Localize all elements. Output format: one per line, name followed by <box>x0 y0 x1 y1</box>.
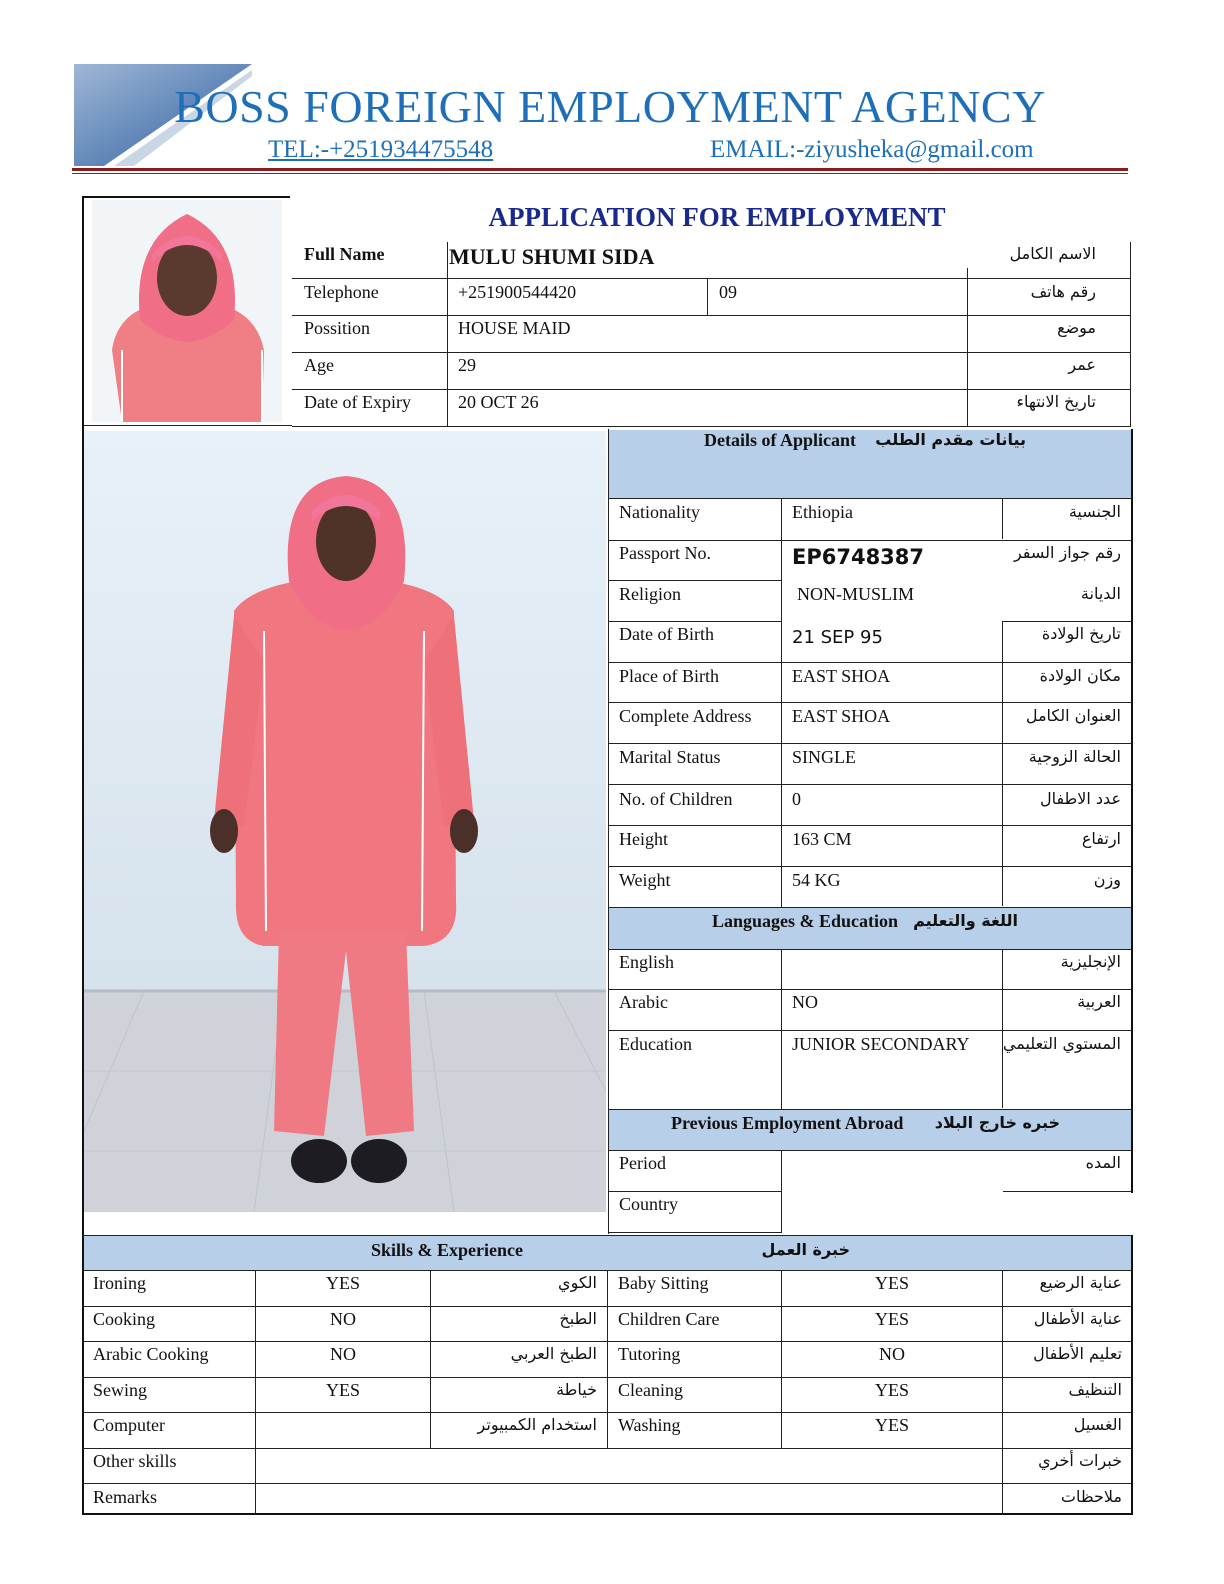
education-label-ar: المستوي التعليمي <box>1002 1034 1121 1053</box>
skill-washing-label: Washing <box>618 1415 681 1435</box>
position-label: Possition <box>304 318 371 338</box>
english-label: English <box>619 952 675 972</box>
nationality-value: Ethiopia <box>792 502 853 522</box>
grid-line <box>82 1448 1133 1449</box>
previous-heading: Previous Employment Abroad <box>671 1113 904 1133</box>
height-value: 163 CM <box>792 829 852 849</box>
skill-tutoring-label: Tutoring <box>618 1344 681 1364</box>
skill-baby-sitting-label: Baby Sitting <box>618 1273 709 1293</box>
full-name-label: Full Name <box>304 244 385 264</box>
period-label: Period <box>619 1153 666 1173</box>
header-divider-thin <box>72 173 1128 174</box>
skill-computer-label: Computer <box>93 1415 165 1435</box>
weight-label-ar: وزن <box>1093 870 1121 889</box>
education-value: JUNIOR SECONDARY <box>792 1034 970 1054</box>
skill-ironing-value: YES <box>325 1273 360 1293</box>
arabic-label: Arabic <box>619 992 668 1012</box>
grid-line <box>608 580 782 581</box>
skills-heading-ar: خبرة العمل <box>761 1240 850 1259</box>
weight-label: Weight <box>619 870 671 890</box>
grid-line <box>1002 950 1003 1108</box>
country-label: Country <box>619 1194 679 1214</box>
grid-line <box>1002 621 1132 622</box>
grid-line <box>1130 242 1131 427</box>
skill-children-care-value: YES <box>874 1309 909 1329</box>
grid-line <box>292 352 1131 353</box>
skill-arabic-cooking-label: Arabic Cooking <box>93 1344 209 1364</box>
skill-children-care-label: Children Care <box>618 1309 720 1329</box>
details-heading-ar: بيانات مقدم الطلب <box>875 430 1026 449</box>
skill-sewing-value: YES <box>325 1380 360 1400</box>
grid-line <box>608 1030 1132 1031</box>
languages-heading-ar: اللغة والتعليم <box>913 911 1018 930</box>
skill-cleaning-ar: التنظيف <box>1068 1380 1122 1399</box>
period-label-ar: المده <box>1085 1153 1121 1172</box>
full-name-value: MULU SHUMI SIDA <box>449 244 655 269</box>
marital-label: Marital Status <box>619 747 721 767</box>
birthplace-label: Place of Birth <box>619 666 719 686</box>
applicant-full-body-photo <box>84 431 606 1212</box>
grid-line <box>608 498 1132 499</box>
skill-arabic-cooking-value: NO <box>330 1344 356 1364</box>
height-label-ar: ارتفاع <box>1081 829 1121 848</box>
grid-line <box>608 784 1132 785</box>
form-title: APPLICATION FOR EMPLOYMENT <box>488 202 946 232</box>
grid-line <box>608 866 1132 867</box>
grid-line <box>608 662 1132 663</box>
birthplace-value: EAST SHOA <box>792 666 891 686</box>
education-label: Education <box>619 1034 692 1054</box>
agency-telephone-link[interactable]: TEL:-+251934475548 <box>268 136 494 163</box>
expiry-label-ar: تاريخ الانتهاء <box>1016 392 1096 411</box>
agency-name: BOSS FOREIGN EMPLOYMENT AGENCY <box>174 81 1046 132</box>
grid-line <box>607 1270 608 1448</box>
address-value: EAST SHOA <box>792 706 891 726</box>
grid-line <box>1002 621 1003 906</box>
header-divider <box>72 168 1128 171</box>
remarks-ar: ملاحظات <box>1060 1487 1122 1506</box>
grid-line <box>608 1191 782 1192</box>
border <box>84 425 292 426</box>
grid-line <box>292 389 1131 390</box>
skill-washing-ar: الغسيل <box>1073 1415 1122 1434</box>
children-label: No. of Children <box>619 789 733 809</box>
position-label-ar: موضع <box>1057 318 1096 337</box>
telephone-value: +251900544420 <box>458 282 577 302</box>
passport-label-ar: رقم جواز السفر <box>1013 543 1121 562</box>
religion-label-ar: الديانة <box>1080 584 1121 603</box>
dob-label-ar: تاريخ الولادة <box>1041 624 1121 643</box>
nationality-label-ar: الجنسية <box>1068 502 1121 521</box>
skill-tutoring-value: NO <box>879 1344 905 1364</box>
grid-line <box>1002 1270 1003 1514</box>
skill-children-care-ar: عناية الأطفال <box>1033 1309 1122 1328</box>
height-label: Height <box>619 829 668 849</box>
grid-line <box>608 1109 1132 1110</box>
grid-line <box>1002 499 1003 539</box>
arabic-value: NO <box>792 992 818 1012</box>
grid-line <box>608 825 1132 826</box>
agency-email: EMAIL:-ziyusheka@gmail.com <box>710 136 1034 163</box>
details-heading-band <box>609 430 1131 498</box>
skill-washing-value: YES <box>874 1415 909 1435</box>
previous-heading-ar: خبره خارج البلاد <box>934 1113 1060 1132</box>
position-value: HOUSE MAID <box>458 318 571 338</box>
grid-line <box>608 702 1132 703</box>
passport-label: Passport No. <box>619 543 712 563</box>
skill-cleaning-value: YES <box>874 1380 909 1400</box>
age-label-ar: عمر <box>1068 355 1096 374</box>
grid-line <box>447 242 448 427</box>
passport-value: EP6748387 <box>792 545 925 569</box>
address-label: Complete Address <box>619 706 752 726</box>
grid-line <box>1131 1235 1133 1515</box>
expiry-label: Date of Expiry <box>304 392 411 412</box>
languages-heading: Languages & Education <box>712 911 899 931</box>
grid-line <box>292 315 1131 316</box>
telephone-label: Telephone <box>304 282 379 302</box>
skills-heading: Skills & Experience <box>371 1240 523 1260</box>
grid-line <box>1003 1191 1132 1192</box>
dob-label: Date of Birth <box>619 624 714 644</box>
skill-tutoring-ar: تعليم الأطفال <box>1033 1344 1122 1363</box>
skill-computer-ar: استخدام الكمبيوتر <box>477 1415 597 1434</box>
grid-line <box>608 743 1132 744</box>
skill-sewing-label: Sewing <box>93 1380 147 1400</box>
religion-label: Religion <box>619 584 681 604</box>
expiry-value: 20 OCT 26 <box>458 392 539 412</box>
grid-line <box>608 949 1132 950</box>
grid-line <box>430 1270 431 1448</box>
grid-line <box>82 1235 1133 1236</box>
marital-label-ar: الحالة الزوجية <box>1028 747 1121 766</box>
skill-arabic-cooking-ar: الطبخ العربي <box>510 1344 597 1363</box>
telephone-extra: 09 <box>719 282 737 302</box>
skills-heading-band <box>84 1236 1132 1270</box>
age-label: Age <box>304 355 334 375</box>
skill-ironing-label: Ironing <box>93 1273 146 1293</box>
grid-line <box>82 1483 1133 1484</box>
weight-value: 54 KG <box>792 870 841 890</box>
details-heading: Details of Applicant <box>704 430 857 450</box>
grid-line <box>608 989 1132 990</box>
applicant-portrait-photo <box>92 200 282 422</box>
grid-line <box>1131 429 1133 1193</box>
grid-line <box>292 426 1131 427</box>
grid-line <box>608 1232 782 1233</box>
grid-line <box>608 1150 1132 1151</box>
telephone-label-ar: رقم هاتف <box>1030 282 1096 301</box>
skill-cooking-ar: الطبخ <box>559 1309 597 1328</box>
other-skills-ar: خبرات أخري <box>1038 1451 1122 1470</box>
other-skills-label: Other skills <box>93 1451 177 1471</box>
remarks-label: Remarks <box>93 1487 157 1507</box>
children-value: 0 <box>792 789 801 809</box>
skill-baby-sitting-ar: عناية الرضيع <box>1039 1273 1122 1292</box>
skill-cooking-value: NO <box>330 1309 356 1329</box>
skill-cleaning-label: Cleaning <box>618 1380 683 1400</box>
dob-value: 21 SEP 95 <box>792 627 883 648</box>
english-label-ar: الإنجليزية <box>1060 952 1121 971</box>
religion-value: NON-MUSLIM <box>797 584 914 604</box>
grid-line <box>82 1513 1133 1515</box>
grid-line <box>967 268 968 427</box>
grid-line <box>292 278 1131 279</box>
address-label-ar: العنوان الكامل <box>1025 706 1121 725</box>
children-label-ar: عدد الاطفال <box>1039 789 1121 808</box>
marital-value: SINGLE <box>792 747 856 767</box>
birthplace-label-ar: مكان الولادة <box>1039 666 1121 685</box>
grid-line <box>608 621 782 622</box>
skill-baby-sitting-value: YES <box>874 1273 909 1293</box>
arabic-label-ar: العربية <box>1077 992 1121 1011</box>
grid-line <box>707 278 708 315</box>
age-value: 29 <box>458 355 476 375</box>
nationality-label: Nationality <box>619 502 700 522</box>
skill-ironing-ar: الكوي <box>558 1273 597 1292</box>
full-name-label-ar: الاسم الكامل <box>1009 244 1096 263</box>
skill-sewing-ar: خياطة <box>556 1380 597 1399</box>
border <box>82 196 290 198</box>
skill-cooking-label: Cooking <box>93 1309 156 1329</box>
grid-line <box>608 540 1132 541</box>
